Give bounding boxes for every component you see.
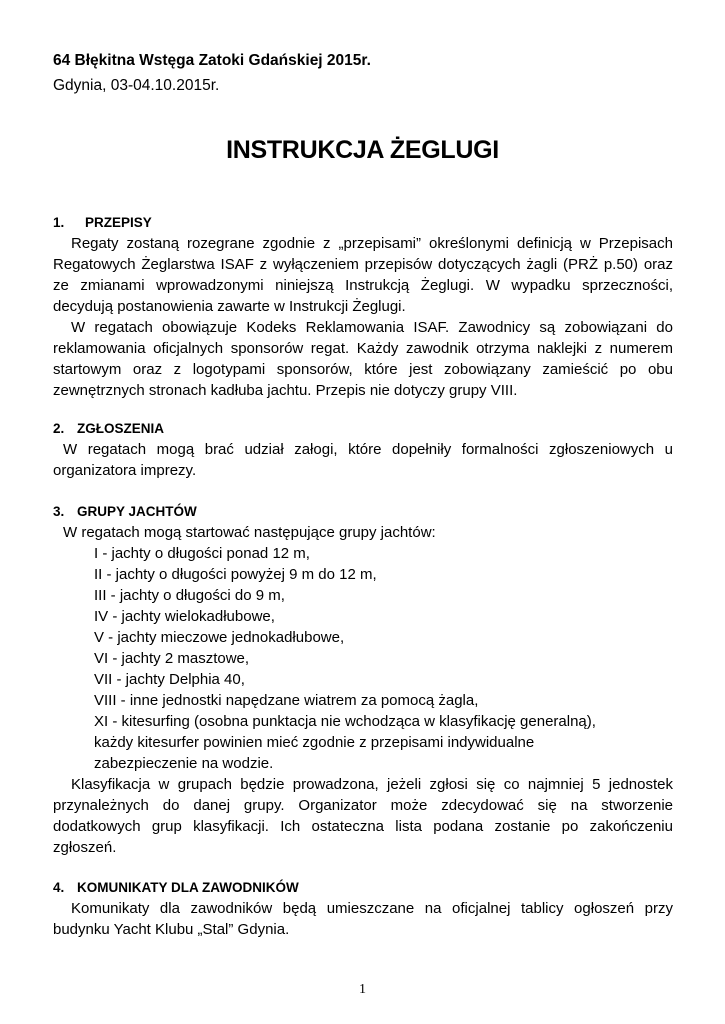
section-number: 3. <box>53 504 65 519</box>
section-title: PRZEPISY <box>85 215 152 230</box>
section-zgloszenia <box>53 418 673 481</box>
section-number: 4. <box>53 880 65 895</box>
page-number: 1 <box>359 982 366 997</box>
list-item: V - jachty mieczowe jednokadłubowe, <box>94 629 345 646</box>
list-item: VI - jachty 2 masztowe, <box>94 650 250 667</box>
section-title: GRUPY JACHTÓW <box>77 504 197 519</box>
paragraph: Komunikaty dla zawodników będą umieszczane na oficjalnej tablicy ogłoszeń przy budynku Yacht Klubu „Stal” Gdynia. <box>53 900 673 938</box>
paragraph: Klasyfikacja w grupach będzie prowadzona, jeżeli zgłosi się co najmniej 5 jednostek przynależnych do danej grupy. Organizator może zdecydować się na stworzenie dodatkowych grup klasyfikacji. Ich ostateczna lista podana zostanie po zakończeniu zgłoszeń. <box>53 776 673 856</box>
paragraph: W regatach obowiązuje Kodeks Reklamowania ISAF. Zawodnicy są zobowiązani do reklamowania oficjalnych sponsorów regat. Każdy zawodnik otrzyma naklejki z numerem startowym oraz z logotypami sponsorów, które jest zobowiązany zamieścić po obu zewnętrznych stronach kadłuba jachtu. Przepis nie dotyczy grupy VIII. <box>53 319 673 399</box>
paragraph: W regatach mogą brać udział załogi, które dopełniły formalności zgłoszeniowych u organizatora imprezy. <box>53 441 673 479</box>
list-item: VIII - inne jednostki napędzane wiatrem za pomocą żagla, <box>94 692 479 709</box>
groups-intro: W regatach mogą startować następujące grupy jachtów: <box>63 524 436 541</box>
list-item: IV - jachty wielokadłubowe, <box>94 608 275 625</box>
section-przepisy <box>53 212 673 401</box>
section-komunikaty <box>53 877 673 940</box>
document-title: INSTRUKCJA ŻEGLUGI <box>226 136 499 164</box>
list-item: VII - jachty Delphia 40, <box>94 671 245 688</box>
section-heading <box>53 877 673 898</box>
section-number: 2. <box>53 421 65 436</box>
section-heading <box>53 212 673 233</box>
paragraph: Regaty zostaną rozegrane zgodnie z „przepisami” określonymi definicją w Przepisach Regatowych Żeglarstwa ISAF z wyłączeniem przepisów dotyczących żagli (PRŻ p.50) oraz ze zmianami wprowadzonymi niniejszą Instrukcją Żeglugi. W wypadku sprzeczności, decydują postanowienia zawarte w Instrukcji Żeglugi. <box>53 235 673 315</box>
groups-list <box>53 543 673 774</box>
section-title: KOMUNIKATY DLA ZAWODNIKÓW <box>77 880 299 895</box>
list-item: III - jachty o długości do 9 m, <box>94 587 285 604</box>
event-place-date: Gdynia, 03-04.10.2015r. <box>53 77 220 94</box>
list-item: II - jachty o długości powyżej 9 m do 12 m, <box>94 566 377 583</box>
section-number: 1. <box>53 215 65 230</box>
list-item: XI - kitesurfing (osobna punktacja nie wchodząca w klasyfikację generalną), każdy kitesurfer powinien mieć zgodnie z przepisami indywidualne zabezpieczenie na wodzie. <box>94 713 596 772</box>
section-heading <box>53 418 673 439</box>
list-item: I - jachty o długości ponad 12 m, <box>94 545 310 562</box>
section-grupy-jachtow <box>53 501 673 858</box>
event-title: 64 Błękitna Wstęga Zatoki Gdańskiej 2015r. <box>53 52 371 69</box>
section-title: ZGŁOSZENIA <box>77 421 164 436</box>
section-heading <box>53 501 673 522</box>
